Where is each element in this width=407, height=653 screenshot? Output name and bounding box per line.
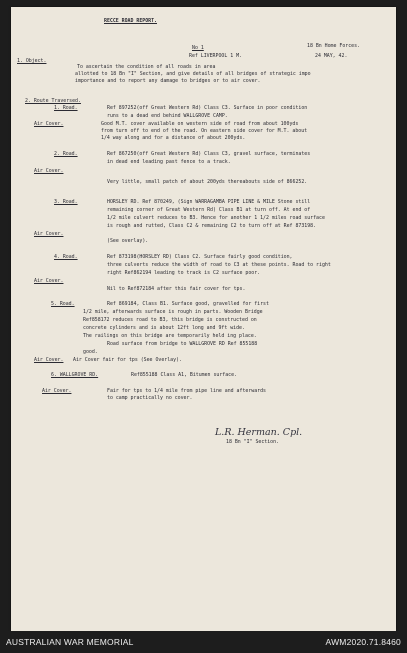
footer-accession-number: AWM2020.71.8460 xyxy=(325,637,401,647)
text-line: Air Cover fair for tps (See Overlay). xyxy=(73,357,182,363)
text-line: The railings on this bridge are temporarily held ing place. xyxy=(83,333,257,339)
text-line: 1/2 mile, afterwards surface is rough in parts. Wooden Bridge xyxy=(83,309,263,315)
text-line: HORSLEY RD. Ref 870249, (Sign WARRAGAMBA PIPE LINE & MILE Stone still xyxy=(107,199,311,205)
text-line: Nil to Ref872184 after this fair cover for tps. xyxy=(107,286,246,292)
text-line: concrete cylinders and is about 12ft long and 9ft wide. xyxy=(83,325,245,331)
text-line: Good M.T. cover available on western side of road from about 100yds xyxy=(101,121,299,127)
cover-label: Air Cover. xyxy=(42,388,72,394)
text-line: (See overlay). xyxy=(107,238,149,244)
cover-label: Air Cover. xyxy=(34,121,64,127)
text-line: remaining corner of Great Western Rd) Class B1 at turn off. At end of xyxy=(107,207,311,213)
text-line: 1/4 way along and for a distance of about 200yds. xyxy=(101,135,246,141)
text-line: three culverts reduce the width of road to C3 at these points. Road to right xyxy=(107,262,331,268)
unit-name: 18 Bn Home Forces. xyxy=(307,43,360,49)
signature-unit: 18 Bn "I" Section. xyxy=(226,439,279,445)
text-line: Road surface from bridge to WALLGROVE RD Ref 855188 xyxy=(107,341,258,347)
text-line: Ref858172 reduces road to B3, this bridge is constructed on xyxy=(83,317,257,323)
text-line: Ref 873198(HORSLEY RD) Class C2. Surface fairly good condition, xyxy=(107,254,293,260)
section-heading: 2. Route Traversed. xyxy=(25,98,81,104)
text-line: Ref 867250(off Great Western Rd) Class C3, gravel surface, terminates xyxy=(107,151,311,157)
item-label: 2. Road. xyxy=(54,151,78,157)
text-line: importance and to report any damage to bridges or to air cover. xyxy=(75,78,261,84)
section-heading: 1. Object. xyxy=(17,58,47,64)
text-line: to camp practically no cover. xyxy=(107,395,193,401)
item-label: 6. WALLGROVE RD. xyxy=(51,372,99,378)
item-label: 5. Road. xyxy=(51,301,75,307)
map-reference: Ref LIVERPOOL 1 M. xyxy=(189,53,242,59)
item-label: 1. Road. xyxy=(54,105,78,111)
text-line: Very little, small patch of about 200yds thereabouts side of 866252. xyxy=(107,179,308,185)
report-number: No 1 xyxy=(192,45,204,51)
document-title: RECCE ROAD REPORT. xyxy=(104,18,157,24)
text-line: in dead end leading past fence to a track. xyxy=(107,159,231,165)
text-line: Fair for tps to 1/4 mile from pipe line and afterwards xyxy=(107,388,266,394)
cover-label: Air Cover. xyxy=(34,231,64,237)
footer-institution: AUSTRALIAN WAR MEMORIAL xyxy=(6,637,134,647)
text-line: 1/2 mile culvert reduces to B3. Hence for another 1 1/2 miles road surface xyxy=(107,215,325,221)
text-line: Ref 897252(off Great Western Rd) Class C3. Surface in poor condition xyxy=(107,105,308,111)
cover-label: Air Cover. xyxy=(34,278,64,284)
text-line: right Ref862194 leading to track is C2 surface poor. xyxy=(107,270,261,276)
item-label: 3. Road. xyxy=(54,199,78,205)
text-line: Ref 869184, Class B1. Surface good, gravelled for first xyxy=(107,301,269,307)
archive-footer xyxy=(0,631,407,653)
report-date: 24 MAY, 42. xyxy=(315,53,348,59)
signature: L.R. Herman. Cpl. xyxy=(215,427,303,438)
text-line: from turn off to end of the road. On eastern side cover for M.T. about xyxy=(101,128,308,134)
text-line: runs to a dead end behind WALLGROVE CAMP. xyxy=(107,113,228,119)
document-page xyxy=(11,7,396,631)
text-line: allotted to 18 Bn "I" Section, and give details of all bridges of strategic impo xyxy=(75,71,311,77)
item-label: 4. Road. xyxy=(54,254,78,260)
cover-label: Air Cover. xyxy=(34,168,64,174)
text-line: is rough and rutted, Class C2 & remaining C2 to turn off at Ref 873198. xyxy=(107,223,317,229)
text-line: good. xyxy=(83,349,98,355)
cover-label: Air Cover. xyxy=(34,357,64,363)
text-line: Ref855188 Class A1, Bitumen surface. xyxy=(131,372,237,378)
text-line: To ascertain the condition of all roads in area xyxy=(77,64,216,70)
